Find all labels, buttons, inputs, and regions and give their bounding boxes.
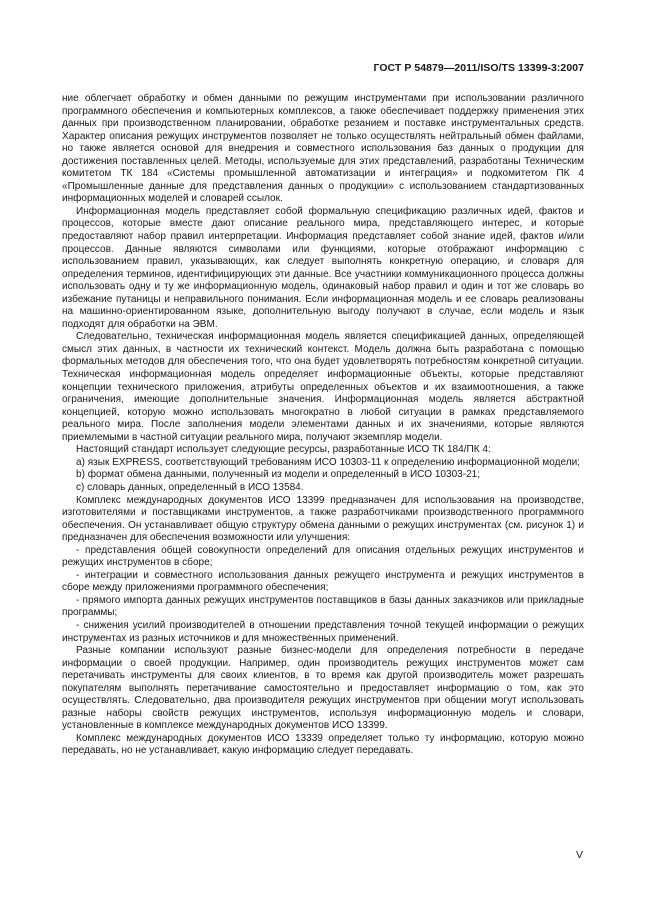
list-item-exchange-format: b) формат обмена данными, полученный из модели и определенный в ИСО 10303-21; <box>76 469 481 481</box>
page-number: V <box>575 849 583 861</box>
paragraph-intro-continuation: ние облегчает обработку и обмен данными по режущим инструментами при использовании различного программного обеспечения и компьютерных комплексов, а также обеспечивает поддержку применения этих данных при производственном планировании, обработке резанием и поставке инструментальных средств. Характер описания режущих инструментов позволяет не только осуществлять нейтральный обмен файлами, но также является основой для внедрения и совместного использования баз данных о продукции для достижения поставленных целей. Методы, используемые для этих представлений, разработаны Техническим комитетом ТК 184 «Системы промышленной автоматизации и интеграция» и подкомитетом ПК 4 «Промышленные данные для представления данных о продукции» с использованием стандартизованных информационных моделей и словарей ссылок. <box>62 93 584 205</box>
document-header: ГОСТ Р 54879—2011/ISO/TS 13399-3:2007 <box>373 62 584 74</box>
list-item-integration: - интеграции и совместного использования данных режущего инструмента и режущих инструментов в сборе между приложениями программного обеспечения; <box>62 569 584 594</box>
list-item-definitions: - представления общей совокупности определений для описания отдельных режущих инструментов и режущих инструментов в сборе; <box>62 544 584 569</box>
paragraph-information-model: Информационная модель представляет собой формальную спецификацию различных идей, фактов и процессов, которые вместе дают описание реального мира, представляющего интерес, и которые предоставляют набор правил интерпретации. Информация представляет собой знание идей, фактов и/или процессов. Данные являются символами или функциями, которые отображают информацию с использованием правил, указывающих, как следует выполнять конкретную операцию, и словаря для определения терминов, идентифицирующих эти данные. Все участники коммуникационного процесса должны использовать одну и ту же информационную модель, одинаковый набор правил и один и тот же словарь во избежание путаницы и неправильного понимания. Если информационная модель и ее словарь реализованы на машинно-ориентированном языке, дополнительную выгоду получают в случае, если модель и язык подходят для обработки на ЭВМ. <box>62 205 584 330</box>
list-item-express: a) язык EXPRESS, соответствующий требованиям ИСО 10303-11 к определению информационной модели; <box>76 456 580 468</box>
list-item-dictionary: c) словарь данных, определенный в ИСО 13584. <box>76 481 304 493</box>
list-item-effort-reduction: - снижения усилий производителей в отношении представления точной текущей информации о режущих инструментах из разных источников и для множественных применений. <box>62 619 584 644</box>
list-item-direct-import: - прямого импорта данных режущих инструментов поставщиков в базы данных заказчиков или прикладные программы; <box>62 594 584 619</box>
paragraph-technical-model: Следовательно, техническая информационная модель является спецификацией данных, определяющей смысл этих данных, в частности их технический контекст. Модель должна быть разработана с помощью формальных методов для обеспечения того, что она будет удовлетворять потребностям конкретной ситуации. Техническая информационная модель определяет информационные объекты, которые представляют концепции технического приложения, атрибуты определенных объектов и их взаимоотношения, а также ограничения, имеющие дополнительные значения. Информационная модель является абстрактной концепцией, которую можно использовать многократно в любой ситуации в рамках представляемого реального мира. После заполнения модели элементами данных и их значениями, которые являются приемлемыми в частной ситуации реального мира, получают экземпляр модели. <box>62 331 584 443</box>
paragraph-scope-note: Комплекс международных документов ИСО 13339 определяет только ту информацию, которую можно передавать, но не устанавливает, какую информацию следует передавать. <box>62 732 584 757</box>
paragraph-iso-13399-purpose: Комплекс международных документов ИСО 13399 предназначен для использования на производстве, изготовителями и поставщиками инструментов, а также разработчиками производственного программного обеспечения. Он устанавливает общую структуру обмена данными о режущих инструментах (см. рисунок 1) и предназначен для обеспечения возможности или улучшения: <box>62 494 584 544</box>
paragraph-resources-intro: Настоящий стандарт использует следующие ресурсы, разработанные ИСО ТК 184/ПК 4: <box>76 444 491 456</box>
paragraph-business-models: Разные компании используют разные бизнес-модели для определения потребности в передаче информации о своей продукции. Например, один производитель режущих инструментов может сам перетачивать инструменты для своих клиентов, в то время как другой производитель может разрешать покупателям выполнять перетачивание самостоятельно и предоставляет информацию о том, как это осуществлять. Следовательно, два производителя режущих инструментов при общении могут использовать разные наборы свойств режущих инструментов, используя информационную модель и словари, установленные в комплексе международных документов ИСО 13399. <box>62 645 584 732</box>
document-body <box>62 93 584 758</box>
